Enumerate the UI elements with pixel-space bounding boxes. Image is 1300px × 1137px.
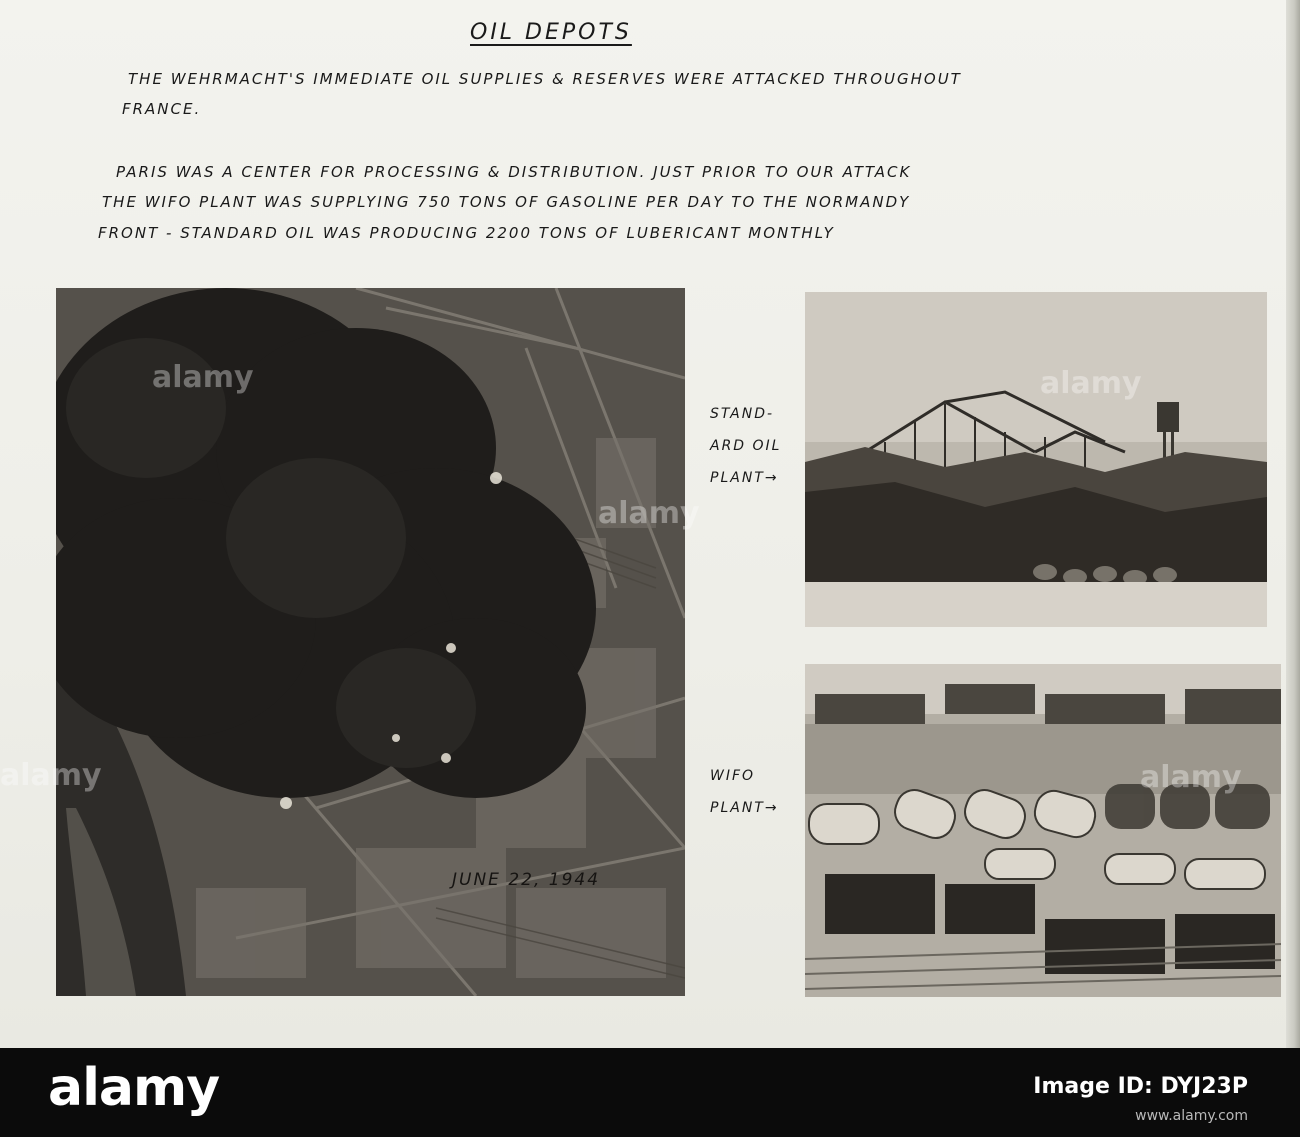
standard-oil-plant-photo [805, 292, 1267, 627]
site-url: www.alamy.com [1135, 1108, 1248, 1124]
document-title: OIL DEPOTS [470, 20, 632, 45]
brand-logo: alamy [48, 1058, 220, 1118]
paragraph-2-line-2: THE WIFO PLANT WAS SUPPLYING 750 TONS OF GASOLINE PER DAY TO THE NORMANDY [102, 193, 911, 211]
paragraph-2-line-3: FRONT - STANDARD OIL WAS PRODUCING 2200 TONS OF LUBERICANT MONTHLY [98, 224, 835, 242]
wifo-plant-image [805, 664, 1281, 997]
standard-oil-plant-label: STAND- ARD OIL PLANT→ [710, 406, 782, 486]
paragraph-1-line-1: THE WEHRMACHT'S IMMEDIATE OIL SUPPLIES & RESERVES WERE ATTACKED THROUGHOUT [128, 70, 962, 88]
wifo-plant-photo [805, 664, 1281, 997]
standard-oil-plant-image [805, 292, 1267, 627]
image-id: Image ID: DYJ23P [1033, 1074, 1248, 1099]
paragraph-2-line-1: PARIS WAS A CENTER FOR PROCESSING & DISTRIBUTION. JUST PRIOR TO OUR ATTACK [116, 163, 912, 181]
watermark-standard: alamy [1040, 366, 1142, 401]
paragraph-1-line-2: FRANCE. [122, 100, 202, 118]
page-edge [1286, 0, 1300, 1048]
wifo-plant-label: WIFO PLANT→ [710, 768, 779, 816]
watermark-right: alamy [1140, 760, 1242, 795]
aerial-photo [56, 288, 685, 996]
watermark-center: alamy [598, 496, 700, 531]
aerial-photo-date: JUNE 22, 1944 [452, 870, 601, 890]
watermark-left: alamy [0, 758, 102, 793]
watermark-aerial: alamy [152, 360, 254, 395]
